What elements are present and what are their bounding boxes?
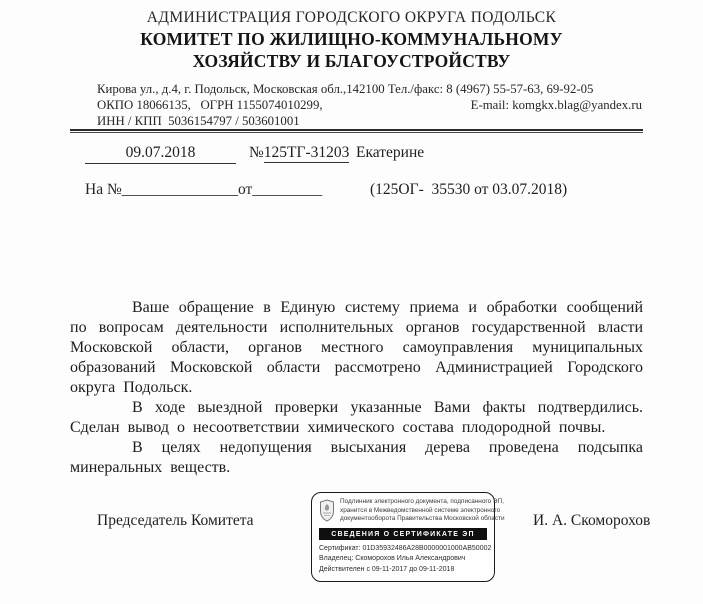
addressee-name: Екатерине (356, 144, 425, 161)
body-paragraph-1: Ваше обращение в Единую систему приема и обработки сообщений по вопросам деятельности исполнительных органов государственной власти Московской области, органов местного самоуправления муниципальных образований Московской области рассмотрено Администрацией Городского округа Подольск. (70, 299, 643, 396)
certificate-owner: Владелец: Скоморохов Илья Александрович (319, 555, 466, 563)
stamp-header (319, 498, 505, 524)
reply-ot-label: от (238, 181, 253, 198)
stamp-notice-line-1: Подлинник электронного документа, подписанного ЭП, (340, 498, 504, 505)
inn-kpp-line: ИНН / КПП 5036154797 / 503601001 (97, 114, 300, 128)
certificate-info-banner: СВЕДЕНИЯ О СЕРТИФИКАТЕ ЭП (319, 528, 487, 540)
certificate-details (319, 544, 492, 576)
committee-name-line1: КОМИТЕТ ПО ЖИЛИЩНО-КОММУНАЛЬНОМУ (140, 29, 563, 49)
letter-body (70, 298, 643, 478)
body-paragraph-2: В ходе выездной проверки указанные Вами факты подтвердились. Сделан вывод о несоответствии химического состава плодородной почвы. (70, 399, 643, 436)
body-paragraph-3: В целях недопущения высыхания дерева проведена подсыпка минеральных веществ. (70, 439, 643, 476)
stamp-notice-line-2: хранится в Межведомственной системе электронного (340, 506, 501, 514)
administration-name: АДМИНИСТРАЦИЯ ГОРОДСКОГО ОКРУГА ПОДОЛЬСК (146, 9, 557, 26)
stamp-notice-text (340, 498, 505, 524)
certificate-number: Сертификат: 01D35932486A28B0000001000AB50002 (319, 544, 492, 552)
address-phone-line: Кирова ул., д.4, г. Подольск, Московская обл.,142100 Тел./факс: 8 (4967) 55-57-63, 69-92-05 (97, 82, 594, 96)
signer-name: И. А. Скоморохов (533, 512, 651, 529)
committee-name-line2: ХОЗЯЙСТВУ И БЛАГОУСТРОЙСТВУ (192, 51, 511, 71)
number-sign: № (249, 144, 264, 161)
email-line: E-mail: komgkx.blag@yandex.ru (470, 98, 642, 112)
reply-blank-number: _______________ (121, 181, 238, 198)
coat-of-arms-icon (319, 499, 335, 522)
okpo-ogrn-line: ОКПО 18066135, ОГРН 1155074010299, (97, 98, 323, 112)
outgoing-number-value: 125ТГ-31203 (263, 144, 350, 161)
outgoing-date: 09.07.2018 (85, 144, 236, 164)
certificate-validity: Действителен с 09-11-2017 до 09-11-2018 (319, 566, 455, 574)
outgoing-number (249, 144, 349, 162)
digital-signature-stamp (311, 492, 505, 582)
reply-blank-date: _________ (252, 181, 323, 198)
letterhead (0, 7, 703, 72)
reply-to-field (85, 181, 322, 199)
reply-label: На № (85, 181, 122, 198)
stamp-notice-line-3: документооборота Правительства Московской области (340, 515, 505, 523)
incoming-reference: (125ОГ- 35530 от 03.07.2018) (370, 181, 568, 198)
requisites-block (97, 81, 642, 129)
letterhead-divider-line (70, 129, 643, 133)
signer-position: Председатель Комитета (97, 512, 254, 529)
